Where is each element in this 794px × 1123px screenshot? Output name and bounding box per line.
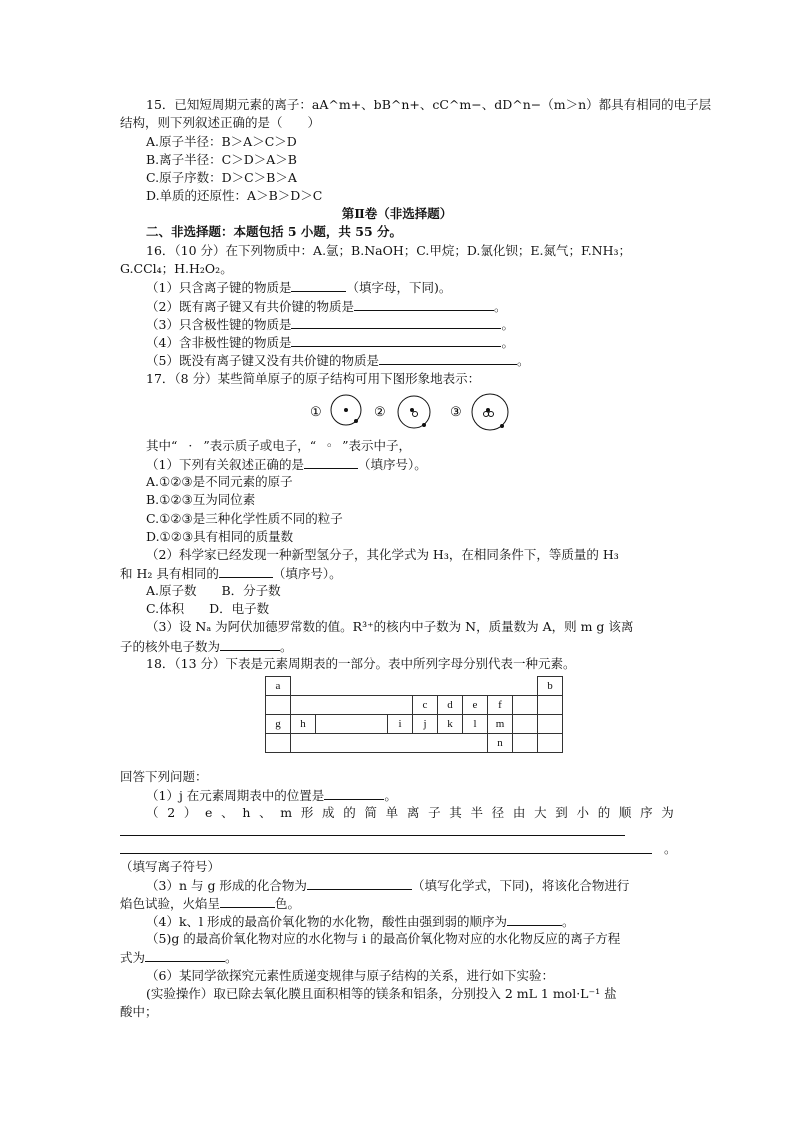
q18-sub2-char: 径: [491, 805, 505, 820]
periodic-table-fragment: [265, 676, 563, 753]
atom-label-2: ②: [374, 404, 386, 419]
q18-sub2-char: 小: [576, 805, 589, 820]
q18-sub3-line2: 焰色试验，火焰呈 色。: [120, 896, 301, 911]
q18-sub4: （4）k、l 形成的最高价氧化物的水化物，酸性由强到弱的顺序为 。: [146, 914, 575, 929]
q18-sub2-char: m: [280, 805, 293, 820]
q16-stem-line2: G.CCl₄；H.H₂O₂。: [120, 261, 233, 276]
q15-option-b: B.离子半径：C＞D＞A＞B: [146, 152, 297, 167]
q18-sub2-char: 大: [534, 805, 547, 820]
answer-blank[interactable]: [354, 297, 494, 311]
q18-sub2-line: [146, 804, 674, 822]
atom-3-neutron-1: [484, 412, 489, 417]
atom-1-proton: [344, 408, 348, 412]
answer-blank[interactable]: [220, 894, 275, 908]
pt-cell-k: k: [438, 715, 463, 734]
q18-sub1: （1）j 在元素周期表中的位置是 。: [146, 788, 397, 803]
q18-sub2-char: 的: [343, 805, 356, 820]
answer-blank[interactable]: [145, 948, 225, 962]
q18-sub5-line2: 式为 。: [120, 950, 238, 965]
pt-cell-l: l: [463, 715, 488, 734]
answer-blank[interactable]: [507, 912, 562, 926]
answer-blank[interactable]: [219, 564, 273, 578]
q15-option-d: D.单质的还原性：A＞B＞D＞C: [146, 188, 323, 203]
q15-option-a: A.原子半径：B＞A＞C＞D: [146, 134, 297, 149]
q18-sub2-char: 、: [221, 805, 234, 820]
pt-cell-h: h: [291, 715, 316, 734]
q18-sub2-char: （: [146, 805, 159, 820]
q18-sub2-char: 由: [512, 805, 526, 820]
q18-sub2-char: 为: [661, 805, 674, 820]
answer-blank-line-2[interactable]: [120, 853, 652, 854]
q18-stem: 18．（13 分）下表是元素周期表的一部分。表中所列字母分别代表一种元素。: [146, 656, 576, 671]
q17-option-c: C.①②③是三种化学性质不同的粒子: [146, 511, 343, 526]
q18-sub2-char: 2: [167, 805, 176, 820]
q18-sub2-char: 半: [470, 805, 483, 820]
atom-2-proton: [410, 408, 414, 412]
q18-sub6-line1: (实验操作）取已除去氧化膜且面积相等的镁条和铝条，分别投入 2 mL 1 mol·L⁻¹ 盐: [146, 986, 617, 1001]
pt-cell-g: g: [266, 715, 291, 734]
answer-blank[interactable]: [379, 351, 517, 365]
q18-sub6-line2: 酸中；: [120, 1004, 158, 1019]
atom-2-neutron: [413, 412, 418, 417]
answer-blank[interactable]: [291, 278, 346, 292]
answer-blank[interactable]: [220, 637, 280, 651]
q18-sub2-char: 、: [259, 805, 272, 820]
pt-cell-c: c: [413, 696, 438, 715]
q18-sub2-char: 子: [428, 805, 441, 820]
q17-options-2: C.体积 D．电子数: [146, 601, 270, 616]
answer-blank[interactable]: [291, 315, 501, 329]
q18-sub2-char: 顺: [618, 805, 632, 820]
answer-blank[interactable]: [324, 786, 384, 800]
q17-stem: 17．（8 分）某些简单原子的原子结构可用下图形象地表示：: [146, 371, 481, 386]
atom-2-electron: [422, 423, 426, 427]
pt-cell-i: i: [388, 715, 413, 734]
q18-sub2-char: 成: [322, 805, 335, 820]
atom-structure-figure: [308, 390, 528, 434]
q18-sub2-char: 到: [555, 805, 568, 820]
neutron-circle-icon: ◦: [325, 438, 333, 453]
answer-blank[interactable]: [307, 876, 412, 890]
q18-sub2-char: h: [242, 805, 251, 820]
q18-sub2-char: 简: [364, 805, 377, 820]
q16-sub1: （1）只含离子键的物质是 （填字母，下同)。: [146, 280, 452, 295]
q18-sub2-char: e: [205, 805, 213, 820]
q17-sub2-line2: 和 H₂ 具有相同的 （填序号）。: [120, 566, 342, 581]
pt-cell-m: m: [488, 715, 513, 734]
atom-3-neutron-2: [489, 412, 494, 417]
pt-cell-f: f: [488, 696, 513, 715]
q16-sub2: （2）既有离子键又有共价键的物质是 。: [146, 299, 507, 314]
q17-legend: 其中“ · ”表示质子或电子，“ ◦ ”表示中子，: [146, 438, 412, 453]
atom-label-3: ③: [450, 404, 462, 419]
q17-option-a: A.①②③是不同元素的原子: [146, 474, 293, 489]
atom-label-1: ①: [310, 404, 322, 419]
q18-sub2-char: 序: [640, 805, 653, 820]
atom-1-electron: [354, 419, 358, 423]
q18-sub2-char: 离: [406, 805, 420, 820]
atom-3-electron: [500, 424, 504, 428]
q18-sub2-char: 单: [385, 805, 399, 820]
q15-stem-line1: 15．已知短周期元素的离子：aA^m+、bB^n+、cC^m−、dD^n−（m＞n）都具有相同的电子层: [146, 97, 712, 112]
q17-sub2-line1: （2）科学家已经发现一种新型氢分子，其化学式为 H₃，在相同条件下，等质量的 H₃: [146, 547, 619, 562]
q18-sub2-char: 其: [449, 805, 462, 820]
pt-cell-a: a: [266, 677, 291, 696]
q18-sub2-char: 的: [597, 805, 611, 820]
q17-options-1: A.原子数 B．分子数: [146, 583, 281, 598]
q18-sub3-line1: （3）n 与 g 形成的化合物为 （填写化学式，下同)，将该化合物进行: [146, 878, 630, 893]
answer-blank[interactable]: [291, 333, 501, 347]
q17-option-d: D.①②③具有相同的质量数: [146, 529, 294, 544]
pt-cell-j: j: [413, 715, 438, 734]
pt-cell-d: d: [438, 696, 463, 715]
answer-blank-line-1[interactable]: [120, 835, 625, 836]
proton-dot-icon: ·: [188, 438, 193, 453]
q17-sub3-line2: 子的核外电子数为 。: [120, 639, 293, 654]
answer-blank[interactable]: [304, 455, 358, 469]
q15-stem-line2: 结构，则下列叙述正确的是（ ）: [120, 115, 321, 130]
q16-sub5: （5）既没有离子键又没有共价键的物质是 。: [146, 353, 530, 368]
q17-sub1: （1）下列有关叙述正确的是 （填序号）。: [146, 457, 427, 472]
q18-sub5-line1: （5)g 的最高价氧化物对应的水化物与 i 的最高价氧化物对应的水化物反应的离子方程: [146, 931, 621, 946]
q18-sub2-char: 形: [300, 805, 314, 820]
q16-stem-line1: 16．（10 分）在下列物质中：A.氩；B.NaOH；C.甲烷；D.氯化钡；E.氮气；F.NH₃；: [146, 243, 632, 258]
pt-cell-e: e: [463, 696, 488, 715]
q16-sub4: （4）含非极性键的物质是 。: [146, 335, 514, 350]
q18-sub2-char: ）: [183, 805, 197, 820]
section-title: 第Ⅱ卷（非选择题）: [341, 206, 453, 221]
section-intro: 二、非选择题：本题包括 5 小题，共 55 分。: [146, 224, 403, 239]
q15-option-c: C.原子序数：D＞C＞B＞A: [146, 170, 297, 185]
atom-diagram: [308, 390, 528, 434]
q17-option-b: B.①②③互为同位素: [146, 492, 256, 507]
q17-sub3-line1: （3）设 Nₐ 为阿伏加德罗常数的值。R³⁺的核内中子数为 N，质量数为 A，则 m g 该离: [146, 619, 634, 634]
q18-sub2-end: 。: [664, 841, 677, 856]
q18-sub2-note: （填写离子符号）: [120, 859, 221, 874]
q16-sub3: （3）只含极性键的物质是 。: [146, 317, 514, 332]
atom-3-proton: [486, 408, 490, 412]
q18-sub6: （6）某同学欲探究元素性质递变规律与原子结构的关系，进行如下实验：: [146, 968, 554, 983]
pt-cell-b: b: [538, 677, 563, 696]
pt-cell-n: n: [488, 734, 513, 753]
q18-answer-prompt: 回答下列问题：: [120, 769, 208, 784]
